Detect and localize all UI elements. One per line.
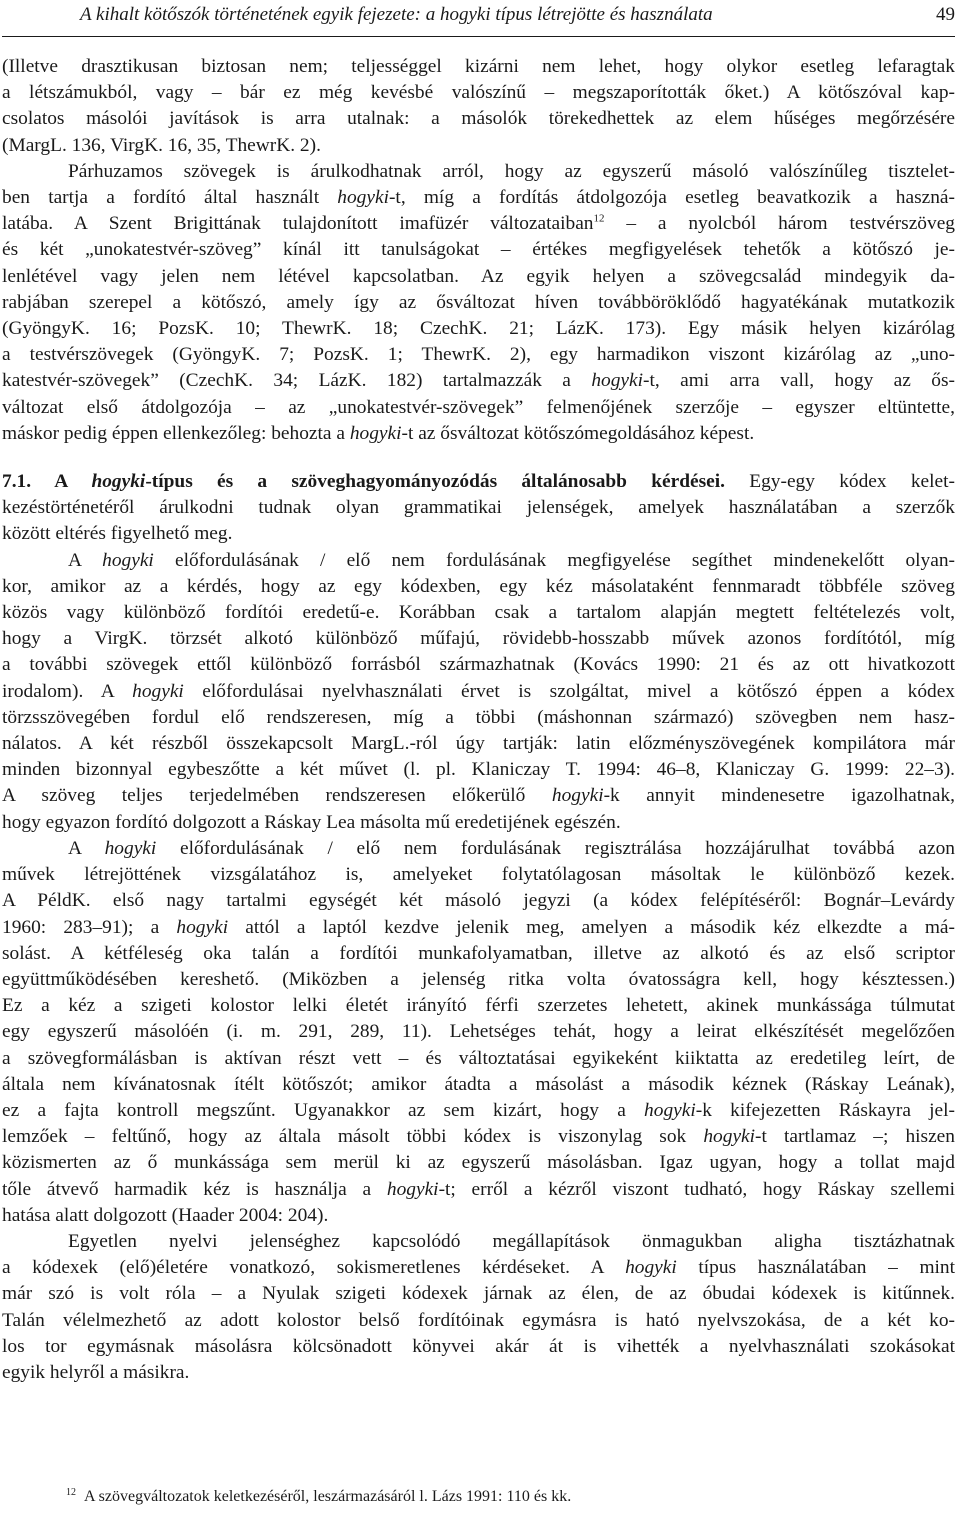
text-run: a kódexek (elő)életére vonatkozó, sokismeretlenes kérdéseket. A — [2, 1257, 626, 1279]
text-run: A PéldK. első nagy tartalmi egységét két másoló jegyzi (a kódex felépítéséről: Bognár–Levárdy — [2, 890, 955, 912]
text-run: Párhuzamos szövegek is árulkodhatnak arról, hogy az egyszerű másoló valószínűleg tisztelet- — [68, 160, 955, 182]
text-line — [2, 395, 955, 421]
text-run: ben tartja a fordító által használt — [2, 187, 338, 209]
text-line — [2, 342, 955, 368]
paragraph — [2, 54, 955, 159]
text-run: művek létrejöttének vizsgálatához is, amelyeket folytatólagosan másoltak le különböző kezek. — [2, 864, 955, 886]
footnote-text: A szövegváltozatok keletkezéséről, leszármazásáról l. Lázs 1991: 110 és kk. — [84, 1488, 572, 1505]
text-run: A — [68, 549, 103, 571]
text-run: között eltérés figyelhető meg. — [2, 523, 233, 545]
text-run: lenlétével vagy jelen nem létével kapcsolatban. Az egyik helyen a szövegcsalád mindegyik da- — [2, 265, 955, 287]
text-run: típus használatában – mint — [676, 1257, 955, 1279]
text-run: közismerten az ő munkássága sem merül ki az egyszerű másolásban. Igaz ugyan, hogy a tollat majd — [2, 1152, 955, 1174]
text-line — [2, 495, 955, 521]
text-line — [2, 80, 955, 106]
text-line — [2, 133, 955, 159]
italic-term: hogyki — [337, 187, 389, 209]
text-line — [2, 679, 955, 705]
text-line — [2, 368, 955, 394]
text-line — [2, 626, 955, 652]
paragraph — [2, 836, 955, 1229]
text-run: Ez a kéz a szigeti kolostor lelki életét irányító férfi szerzetes lehetett, akinek munkássága túlmutat — [2, 995, 955, 1017]
italic-term: hogyki — [349, 422, 402, 444]
text-line — [2, 521, 955, 547]
text-line — [2, 941, 955, 967]
text-run: los tor egymásnak másolásra kölcsönadott könyvei akár át is vihették a nyelvhasználati szokásokat — [2, 1335, 955, 1357]
text-run: csolatos másolói javítások is arra utalnak: a másolók törekedhettek az elem hűséges megőrzésére — [2, 108, 955, 130]
text-run: nálatos. A két részből összekapcsolt MargL.-ról úgy tartják: latin előzményszövegének kompilátora már — [2, 733, 955, 755]
text-line — [2, 1177, 955, 1203]
header-rule — [2, 36, 955, 37]
text-run: kor, amikor az a kérdés, hogy az egy kódexben, egy kéz másolataként fennmaradt többféle szöveg — [2, 575, 955, 597]
text-run: előfordulásának / elő nem fordulásának megfigyelése segíthet mindenekelőtt olyan- — [153, 549, 956, 571]
section-gap — [2, 447, 955, 469]
text-line — [2, 1308, 955, 1334]
page-number: 49 — [936, 4, 955, 25]
text-run: hogy egyazon fordító dolgozott a Ráskay Lea másolta mű eredetijének egészén. — [2, 811, 621, 833]
text-run: katestvér-szövegek” (CzechK. 34; LázK. 182) tartalmazzák a — [2, 370, 592, 392]
text-line — [2, 783, 955, 809]
text-run: hogy a VirgK. törzsét alkotó különböző műfajú, rövidebb-hosszabb művek azonos fordítótól, míg — [2, 628, 955, 650]
italic-term: hogyki — [591, 370, 644, 392]
text-run: a létszámukból, vagy – bár ez még kevésbé valószínű – megszaporították őket.) A kötőszóval kap- — [2, 82, 955, 104]
italic-term: hogyki — [176, 916, 229, 938]
text-line — [2, 888, 955, 914]
italic-term: hogyki — [625, 1257, 677, 1279]
text-line — [2, 810, 955, 836]
text-line — [2, 316, 955, 342]
text-line — [2, 469, 955, 495]
footnote-ref: 12 — [593, 212, 605, 225]
text-run: Egy-egy kódex kelet- — [725, 471, 955, 493]
text-run: – a nyolcból három testvérszöveg — [604, 213, 955, 235]
text-line — [2, 264, 955, 290]
text-run: egy egyszerű másolóén (i. m. 291, 289, 11). Lehetséges tehát, hogy a leirat elkészítését megelőzően — [2, 1021, 955, 1043]
text-run: egyik helyről a másikra. — [2, 1361, 190, 1383]
text-run: Egyetlen nyelvi jelenséghez kapcsolódó megállapítások önmagukban aligha tisztázhatnak — [68, 1230, 955, 1252]
italic-term: hogyki — [104, 837, 157, 859]
text-line — [2, 1019, 955, 1045]
text-run: -k kifejezetten Ráskayra jel- — [695, 1099, 955, 1121]
text-run: előfordulásai nyelvhasználati érvet is szolgáltat, mivel a kötőszó éppen a kódex — [183, 680, 956, 702]
text-run: előfordulásának / elő nem fordulásának regisztrálása hozzájárulhat továbbá azon — [156, 837, 956, 859]
text-run: irodalom). A — [2, 680, 133, 702]
text-run: változat első átdolgozója – az „unokatestvér-szövegek” felmenőjének szerzője – egyszer eltüntette, — [2, 396, 955, 418]
text-run: -t, ami arra vall, hogy az ős- — [643, 370, 955, 392]
body-text — [2, 54, 955, 1386]
text-run: tőle átvevő harmadik kéz is használja a — [2, 1178, 387, 1200]
section-heading-term: hogyki — [91, 471, 146, 493]
text-line — [2, 1098, 955, 1124]
text-line — [2, 967, 955, 993]
text-line — [2, 1360, 955, 1386]
paragraph — [2, 159, 955, 447]
text-line — [2, 1124, 955, 1150]
text-run: Talán vélelmezhető az adott kolostor belső fordítóinak egymásra is ható nyelvszokása, de a két ko- — [2, 1309, 955, 1331]
text-run: -t az ősváltozat kötőszómegoldásához képest. — [401, 422, 755, 444]
text-line — [2, 757, 955, 783]
text-run: -t, míg a fordítás átdolgozója esetleg beavatkozik a haszná- — [388, 187, 955, 209]
text-line — [2, 1072, 955, 1098]
text-line — [2, 705, 955, 731]
text-run: közös vagy különböző fordítói eredetű-e. Korábban csak a tartalom alapján megtett feltételezés volt, — [2, 602, 955, 624]
text-line — [2, 1150, 955, 1176]
paragraph — [2, 1229, 955, 1386]
text-run: -k annyit mindenesetre igazolhatnak, — [603, 785, 955, 807]
paragraph — [2, 469, 955, 548]
running-head-title: A kihalt kötőszók történetének egyik fejezete: a hogyki típus létrejötte és használata — [80, 4, 713, 25]
text-run: -t tartlamaz –; hiszen — [755, 1126, 955, 1148]
text-line — [2, 574, 955, 600]
text-run: -t; erről a kézről viszont tudható, hogy Ráskay szellemi — [438, 1178, 955, 1200]
text-line — [2, 159, 955, 185]
text-line — [2, 290, 955, 316]
text-line — [2, 548, 955, 574]
text-run: már szó is volt róla – a Nyulak szigeti kódexek járnak az élen, de az óbudai kódexek is kitűnnek. — [2, 1283, 955, 1305]
italic-term: hogyki — [132, 680, 184, 702]
text-run: együttműködésében kereshető. (Miközben a jelenség ritka volta óvatosságra kell, hogy késztessen.) — [2, 968, 955, 990]
text-run: (Illetve drasztikusan biztosan nem; teljességgel kizárni nem lehet, hogy olykor esetleg lefaragtak — [2, 56, 955, 77]
running-head — [0, 2, 955, 32]
text-run: máskor pedig éppen ellenkezőleg: behozta a — [2, 422, 350, 444]
text-line — [2, 915, 955, 941]
footnote-number: 12 — [66, 1486, 76, 1498]
text-run: 1960: 283–91); a — [2, 916, 177, 938]
text-run: a további szövegek ettől különböző forrásból származhatnak (Kovács 1990: 21 és az ott hivatkozott — [2, 654, 955, 676]
text-line — [2, 993, 955, 1019]
section-heading: -típus és a szöveghagyományozódás általánosabb kérdései. — [145, 471, 725, 493]
text-run: attól a laptól kezdve jelenik meg, amelyen a második kéz elkezdte a má- — [228, 916, 955, 938]
text-run: A szöveg teljes terjedelmében rendszeresen előkerülő — [2, 785, 552, 807]
text-line — [2, 1046, 955, 1072]
text-run: és két „unokatestvér-szöveg” kínál itt tanulságokat – értékes megfigyelések tehetők a kötőszó je- — [2, 239, 955, 261]
text-line — [2, 1281, 955, 1307]
text-line — [2, 211, 955, 237]
text-line — [2, 421, 955, 447]
text-line — [2, 185, 955, 211]
text-run: A — [68, 837, 105, 859]
section-heading: 7.1. A — [2, 471, 92, 493]
text-line — [2, 731, 955, 757]
text-run: solást. A kétféleség oka talán a fordítói munkafolyamatban, illetve az alkotó és az első scriptor — [2, 942, 955, 964]
text-line — [2, 600, 955, 626]
text-line — [2, 652, 955, 678]
text-run: általa nem kívánatosnak ítélt kötőszót; amikor átadta a másolást a második kéznek (Ráskay Leának), — [2, 1073, 955, 1095]
italic-term: hogyki — [102, 549, 154, 571]
text-run: a testvérszövegek (GyöngyK. 7; PozsK. 1; ThewrK. 2), egy harmadikon viszont kizárólag az „uno- — [2, 344, 955, 366]
text-run: (GyöngyK. 16; PozsK. 10; ThewrK. 18; CzechK. 21; LázK. 173). Egy másik helyen kizárólag — [2, 318, 955, 340]
italic-term: hogyki — [551, 785, 604, 807]
footnote — [66, 1487, 946, 1507]
text-run: minden bizonnyal egybeszőtte a két művet (l. pl. Klaniczay T. 1994: 46–8, Klaniczay G. 1999: 22–3). — [2, 759, 955, 781]
text-line — [2, 1334, 955, 1360]
text-run: rabjában szerepel a kötőszó, amely így az ősváltozat híven továbböröklődő hagyatékának mutatkozik — [2, 291, 955, 313]
text-line — [2, 106, 955, 132]
text-run: latába. A Szent Brigittának tulajdonított imafüzér változataiban — [2, 213, 594, 235]
text-line — [2, 54, 955, 80]
text-run: törzsszövegében fordul elő rendszeresen, míg a többi (máshonnan származó) szövegben nem hasz- — [2, 706, 955, 728]
text-run: lemzőek – feltűnő, hogy az általa másolt többi kódex is viszonylag sok — [2, 1126, 704, 1148]
italic-term: hogyki — [644, 1099, 696, 1121]
italic-term: hogyki — [703, 1126, 756, 1148]
text-line — [2, 836, 955, 862]
text-line — [2, 237, 955, 263]
text-line — [2, 1203, 955, 1229]
paragraph — [2, 548, 955, 836]
text-run: a szövegformálásban is aktívan részt vett – és változtatásai egyikeként kiiktatta az eredetileg leírt, de — [2, 1047, 955, 1069]
text-run: kezéstörténetéről árulkodni tudnak olyan grammatikai jelenségek, amelyek használatában a szerzők — [2, 497, 955, 519]
italic-term: hogyki — [386, 1178, 439, 1200]
text-line — [2, 1255, 955, 1281]
text-line — [2, 1229, 955, 1255]
text-run: (MargL. 136, VirgK. 16, 35, ThewrK. 2). — [2, 134, 321, 156]
text-line — [2, 862, 955, 888]
text-run: ez a fajta kontroll megszűnt. Ugyanakkor az sem kizárt, hogy a — [2, 1099, 645, 1121]
text-run: hatása alatt dolgozott (Haader 2004: 204). — [2, 1204, 329, 1226]
